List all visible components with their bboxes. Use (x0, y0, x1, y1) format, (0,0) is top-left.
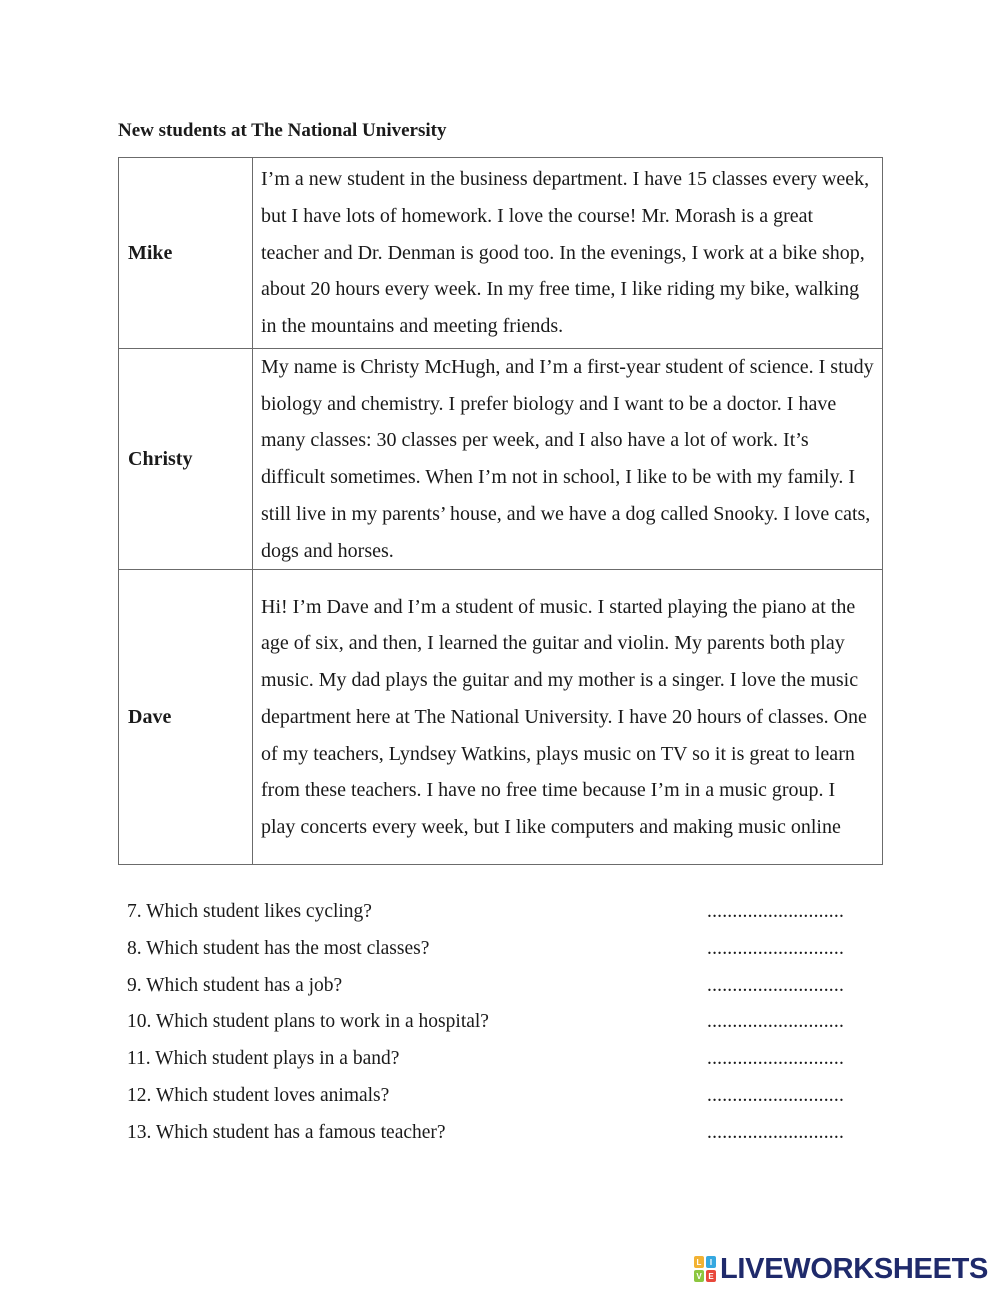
answer-field[interactable]: ........................... (707, 1011, 845, 1033)
table-row (119, 349, 883, 570)
student-name: Mike (119, 158, 253, 349)
question-text: 11. Which student plays in a band? (127, 1048, 400, 1070)
question-text: 10. Which student plans to work in a hospital? (127, 1011, 489, 1033)
svg-text:L: L (696, 1258, 702, 1267)
question-item (127, 931, 867, 968)
question-text: 12. Which student loves animals? (127, 1084, 390, 1106)
answer-field[interactable]: ........................... (707, 901, 845, 922)
question-text: 13. Which student has a famous teacher? (127, 1121, 446, 1143)
student-description: I’m a new student in the business department. I have 15 classes every week, but I have lots of homework. I love the course! Mr. Morash is a great teacher and Dr. Denman is good too. In the evenings, I work at a bike shop, about 20 hours every week. In my free time, I like riding my bike, walking in the mountains and meeting friends. (253, 158, 883, 349)
student-description: My name is Christy McHugh, and I’m a first-year student of science. I study biology and chemistry. I prefer biology and I want to be a doctor. I have many classes: 30 classes per week, and I also have a lot of work. It’s difficult sometimes. When I’m not in school, I like to be with my family. I still live in my parents’ house, and we have a dog called Snooky. I love cats, dogs and horses. (253, 349, 883, 570)
answer-field[interactable]: ........................... (707, 974, 845, 996)
svg-text:E: E (708, 1272, 714, 1281)
student-name: Dave (119, 570, 253, 865)
question-item (127, 1078, 867, 1115)
student-description: Hi! I’m Dave and I’m a student of music. I started playing the piano at the age of six, and then, I learned the guitar and violin. My parents both play music. My dad plays the guitar and my mother is a singer. I love the music department here at The National University. I have 20 hours of classes. One of my teachers, Lyndsey Watkins, plays music on TV so it is great to learn from these teachers. I have no free time because I’m in a music group. I play concerts every week, but I like computers and making music online (253, 570, 883, 865)
answer-field[interactable]: ........................... (707, 1048, 845, 1070)
question-item (127, 1004, 867, 1041)
question-item (127, 1115, 867, 1152)
table-row (119, 570, 883, 865)
page-title: New students at The National University (118, 120, 447, 141)
answer-field[interactable]: ........................... (707, 1084, 845, 1106)
question-item (127, 894, 867, 931)
answer-field[interactable]: ........................... (707, 937, 845, 959)
question-item (127, 1041, 867, 1078)
question-item (127, 968, 867, 1005)
table-row (119, 158, 883, 349)
logo-text: LIVEWORKSHEETS (720, 1252, 989, 1285)
students-table (118, 157, 883, 865)
question-text: 7. Which student likes cycling? (127, 901, 372, 922)
answer-field[interactable]: ........................... (707, 1121, 845, 1143)
svg-text:I: I (709, 1258, 713, 1267)
question-text: 8. Which student has the most classes? (127, 937, 430, 959)
liveworksheets-logo (694, 1252, 988, 1286)
svg-text:V: V (696, 1272, 702, 1281)
student-name: Christy (119, 349, 253, 570)
liveworksheets-logo-icon (694, 1256, 716, 1282)
question-text: 9. Which student has a job? (127, 974, 343, 996)
question-list (127, 894, 867, 1152)
